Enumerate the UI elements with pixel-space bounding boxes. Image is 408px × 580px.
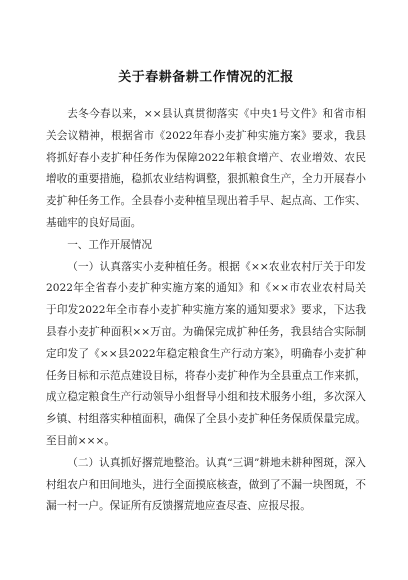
paragraph-abandoned-land: （二）认真抓好撂荒地整治。认真“三调”耕地未耕种图斑，深入村组农户和田间地头，进行全面摸底核查，做到了不漏一块图斑，不漏一村一户。保证所有反馈撂荒地应查尽查、应报尽报。 [46,456,366,513]
section-heading: 一、工作开展情况 [67,238,152,251]
paragraph-task-implementation: （一）认真落实小麦种植任务。根据《××农业农村厅关于印发2022年全省春小麦扩种实施方案的通知》和《××市农业农村局关于印发2022年全市春小麦扩种实施方案的通知要求》要求，下达我县春小麦扩种面积××万亩。为确保完成扩种任务，我县结合实际制定印发了《××县2022年稳定粮食生产行动方案》，明确春小麦扩种任务目标和示范点建设目标，将春小麦扩种作为全县重点工作来抓，成立稳定粮食生产行动领导小组督导小组和技术服务小组，多次深入乡镇、村组落实种植面积，确保了全县小麦扩种任务保质保量完成。至目前×××。 [46,260,366,447]
intro-paragraph: 去冬今春以来，××县认真贯彻落实《中央1号文件》和省市相关会议精神，根据省市《2022年春小麦扩种实施方案》要求，我县将抓好春小麦扩种任务作为保障2022年粮食增产、农业增效、农民增收的重要措施，稳抓农业结构调整，狠抓粮食生产，全力开展春小麦扩种任务工作。全县春小麦种植呈现出着手早、起点高、工作实、基础牢的良好局面。 [46,108,366,229]
document-title: 关于春耕备耕工作情况的汇报 [118,70,294,85]
